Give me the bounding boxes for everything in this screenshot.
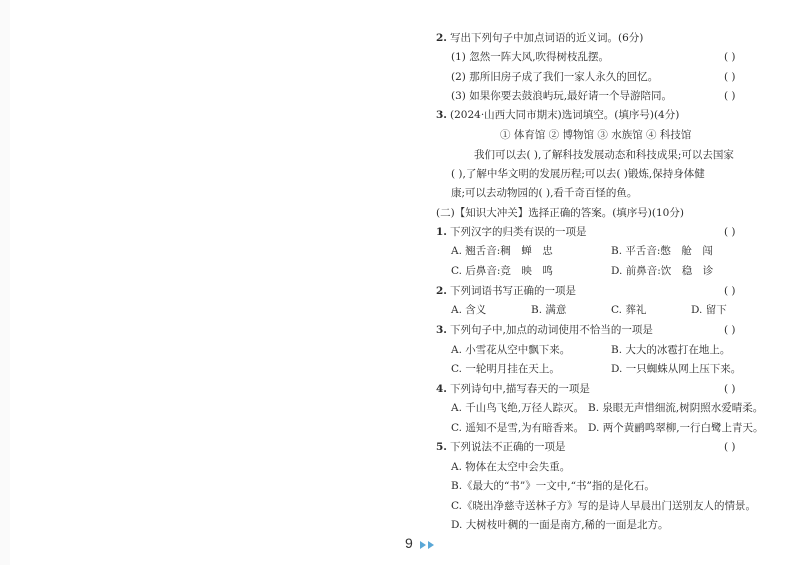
mc-4-option-d[interactable]: D. 两个黄鹂鸣翠柳,一行白鹭上青天。 (588, 422, 764, 434)
answer-blank[interactable]: ( ) (724, 441, 736, 453)
mc-1-stem: 下列汉字的归类有误的一项是 (450, 226, 587, 238)
mc-1-option-b[interactable]: B. 平舌音:憋 舱 闯 (611, 245, 713, 257)
mc-4-stem: 下列诗句中,描写春天的一项是 (450, 383, 590, 395)
question-2-item-2: (2) 那所旧房子成了我们一家人永久的回忆。 (451, 71, 659, 83)
mc-5-option-b[interactable]: B.《最大的“书”》一文中,“书”指的是化石。 (451, 480, 655, 492)
mc-2-option-d[interactable]: D. 留下 (691, 304, 727, 316)
question-2-title: 写出下列句子中加点词语的近义词。(6分) (450, 32, 644, 44)
mc-5-option-c[interactable]: C.《晓出净慈寺送林子方》写的是诗人早晨出门送别友人的情景。 (451, 500, 756, 512)
mc-1-option-a[interactable]: A. 翘舌音:稠 蝉 忠 (451, 245, 553, 257)
mc-3-option-a[interactable]: A. 小雪花从空中飘下来。 (451, 344, 571, 356)
mc-5-option-d[interactable]: D. 大树枝叶稠的一面是南方,稀的一面是北方。 (451, 519, 669, 531)
section-2-title: (二)【知识大冲关】选择正确的答案。(填序号)(10分) (436, 207, 684, 219)
question-3-options: ① 体育馆 ② 博物馆 ③ 水族馆 ④ 科技馆 (500, 129, 692, 141)
answer-blank[interactable]: ( ) (724, 324, 736, 336)
mc-3-option-d[interactable]: D. 一只蜘蛛从网上压下来。 (611, 363, 742, 375)
answer-blank[interactable]: ( ) (724, 71, 736, 83)
mc-2-option-c[interactable]: C. 葬礼 (611, 304, 647, 316)
mc-3-stem: 下列句子中,加点的动词使用不恰当的一项是 (450, 324, 653, 336)
mc-1-option-c[interactable]: C. 后鼻音:竞 映 鸣 (451, 265, 553, 277)
mc-2-option-b[interactable]: B. 满意 (531, 304, 567, 316)
mc-4-option-b[interactable]: B. 泉眼无声惜细流,树阴照水爱晴柔。 (588, 402, 764, 414)
question-3-paragraph-line-2: ( ),了解中华文明的发展历程;可以去( )锻炼,保持身体健 (451, 168, 705, 180)
question-3-paragraph-line-3: 康;可以去动物园的( ),看千奇百怪的鱼。 (451, 187, 638, 199)
mc-2-number: 2. (436, 285, 447, 297)
answer-blank[interactable]: ( ) (724, 383, 736, 395)
question-3-title: (2024·山西大同市期末)选词填空。(填序号)(4分) (450, 109, 680, 121)
question-3-number: 3. (436, 109, 447, 121)
mc-1-option-d[interactable]: D. 前鼻音:饮 稳 诊 (611, 265, 714, 277)
question-2-item-1: (1) 忽然一阵大风,吹得树枝乱摆。 (451, 51, 610, 63)
mc-4-option-a[interactable]: A. 千山鸟飞绝,万径人踪灭。 (451, 402, 585, 414)
mc-1-number: 1. (436, 226, 447, 238)
answer-blank[interactable]: ( ) (724, 90, 736, 102)
question-2-item-3: (3) 如果你要去鼓浪屿玩,最好请一个导游陪同。 (451, 90, 673, 102)
answer-blank[interactable]: ( ) (724, 51, 736, 63)
question-2-number: 2. (436, 32, 447, 44)
mc-2-option-a[interactable]: A. 含义 (451, 304, 487, 316)
mc-3-number: 3. (436, 324, 447, 336)
question-3-paragraph-line-1: 我们可以去( ),了解科技发展动态和科技成果;可以去国家 (474, 149, 734, 161)
page-number: 9 (405, 535, 413, 551)
mc-3-option-b[interactable]: B. 大大的冰雹打在地上。 (611, 344, 731, 356)
mc-3-option-c[interactable]: C. 一轮明月挂在天上。 (451, 363, 560, 375)
mc-2-stem: 下列词语书写正确的一项是 (450, 285, 576, 297)
mc-4-number: 4. (436, 383, 447, 395)
answer-blank[interactable]: ( ) (724, 226, 736, 238)
mc-5-stem: 下列说法不正确的一项是 (450, 441, 566, 453)
mc-5-number: 5. (436, 441, 447, 453)
mc-4-option-c[interactable]: C. 遥知不是雪,为有暗香来。 (451, 422, 585, 434)
answer-blank[interactable]: ( ) (724, 285, 736, 297)
mc-5-option-a[interactable]: A. 物体在太空中会失重。 (451, 461, 571, 473)
next-page-arrows-icon (420, 541, 438, 549)
page-gutter (0, 0, 10, 565)
